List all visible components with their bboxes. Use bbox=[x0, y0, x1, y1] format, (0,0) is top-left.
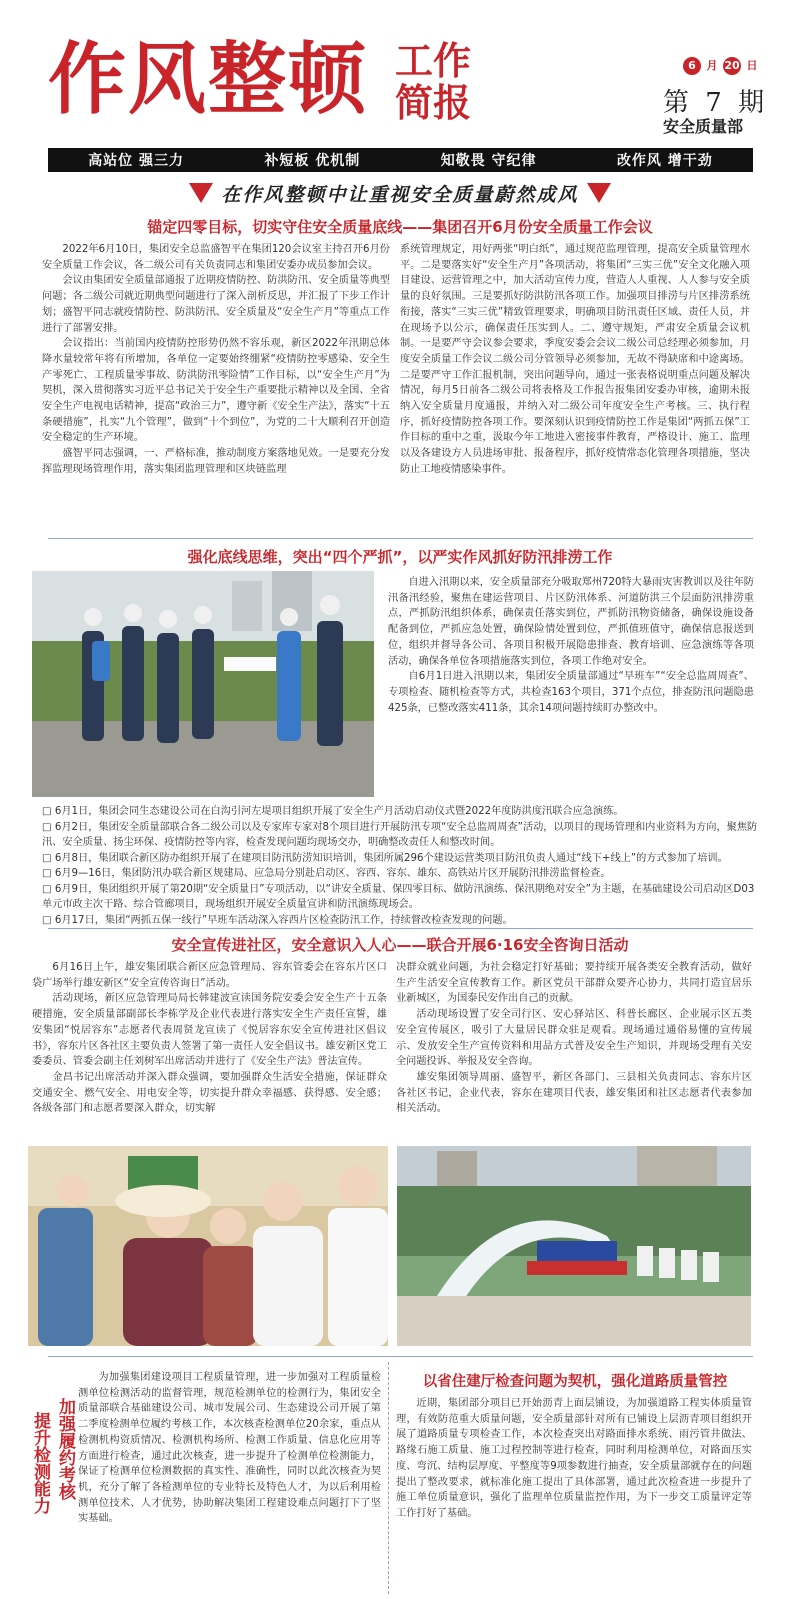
paragraph: 6月16日上午，雄安集团联合新区应急管理局、容东管委会在容东片区口袋广场举行雄安新区“安全宣传咨询日”活动。 bbox=[32, 962, 387, 989]
section4-vertical-title: 加强履约考核 bbox=[55, 1398, 75, 1500]
section3-left-column bbox=[32, 960, 387, 1142]
masthead-title: 作风整顿 bbox=[48, 34, 369, 125]
section5-column bbox=[396, 1396, 752, 1594]
triangle-icon bbox=[189, 183, 213, 203]
divider bbox=[48, 1356, 753, 1357]
paragraph: 2022年6月10日，集团安全总监盛智平在集团120会议室主持召开6月份安全质量工作会议，各二级公司有关负责同志和集团安委办成员参加会议。 bbox=[42, 244, 390, 271]
paragraph: 盛智平同志强调，一、严格标准，推动制度方案落地见效。一是要充分发挥监理现场管理作用，落实集团监理管理和区块链监理 bbox=[42, 448, 390, 475]
department-name: 安全质量部 bbox=[663, 117, 744, 136]
section4-vertical-title: 提升检测能力 bbox=[30, 1412, 50, 1514]
list-item: □ 6月9日，集团组织开展了第20期“安全质量日”专项活动，以“讲安全质量、保四零目标、做防汛演练、保汛期绝对安全”为主题，在基础建设公司启动区D03单元市政主次干路、综合管廊项目，现场组织开展安全质量宣讲和防汛演练现场会。 bbox=[42, 882, 760, 913]
paragraph: 会议由集团安全质量部通报了近期疫情防控、防洪防汛、安全质量等典型问题；各二级公司就近期典型问题进行了深入剖析反思，并汇报了下步工作计划；盛智平同志就疫情防控、防洪防汛、安全质量及“安全生产月”等重点工作进行了部署安排。 bbox=[42, 275, 390, 334]
paragraph: 自6月1日进入汛期以来，集团安全质量部通过“早班车”“安全总监周周查”、专项检查、随机检查等方式，共检查163个项目，371个点位，排查防汛问题隐患425条，已整改落实411条，其余14项问题持续盯办整改中。 bbox=[388, 671, 754, 714]
date-month: 6 bbox=[683, 57, 701, 75]
flood-activity-list bbox=[42, 804, 760, 928]
slogan-item: 改作风 增干劲 bbox=[616, 153, 713, 169]
community-event-photo bbox=[28, 1146, 388, 1346]
list-item: □ 6月8日，集团联合新区防办组织开展了在建项目防汛防涝知识培训，集团所属296个建设运营类项目防汛负责人通过“线下+线上”的方式参加了培训。 bbox=[42, 851, 760, 867]
column-divider bbox=[388, 1362, 389, 1594]
triangle-icon bbox=[587, 183, 611, 203]
divider bbox=[48, 538, 753, 539]
list-item: □ 6月9—16日，集团防汛办联合新区规建局、应急局分别赴启动区、容西、容东、雄东、高铁站片区开展防汛排涝监督检查。 bbox=[42, 866, 760, 882]
section4-column bbox=[78, 1370, 381, 1594]
section2-title: 强化底线思维，突出“四个严抓”，以严实作风抓好防汛排涝工作 bbox=[187, 548, 613, 566]
date-day-unit: 日 bbox=[746, 59, 758, 72]
paragraph: 自进入汛期以来，安全质量部充分吸取郑州720特大暴雨灾害教训以及往年防汛备汛经验，聚焦在建运营项目、片区防汛体系、河道防洪三个层面防汛排涝重点，严抓防汛组织体系，确保责任落实到位，严抓防汛物资储备，确保设施设备配备到位，严抓应急处置，确保险情处置到位，严抓值班值守，确保信息报送到位，组织并督导各公司、各项目积极开展隐患排查、教育培训、应急演练等各项活动，确保各单位各项措施落实到位，各项工作绝对安全。 bbox=[388, 577, 754, 667]
paragraph: 活动现场，新区应急管理局局长韩建波宣读国务院安委会安全生产十五条硬措施，安全质量部副部长李栋学及企业代表进行落实安全生产责任宣誓，雄安集团“悦居容东”志愿者代表周贤龙宣读了《悦居容东安全宣传进社区倡议书》，容东片区各社区主要负责人签署了第一责任人安全倡议书。雄安新区党工委委员、管委会副主任刘树军出席活动并进行了《安全生产法》普法宣传。 bbox=[32, 993, 387, 1068]
slogan-item: 知敬畏 守纪律 bbox=[440, 153, 537, 169]
divider bbox=[48, 928, 753, 929]
section5-title: 以省住建厅检查问题为契机，强化道路质量管控 bbox=[422, 1374, 728, 1390]
slogan-item: 补短板 优机制 bbox=[264, 153, 361, 169]
paragraph: 为加强集团建设项目工程质量管理，进一步加强对工程质量检测单位检测活动的监督管理，规范检测单位的检测行为，集团安全质量部联合基础建设公司、城市发展公司、生态建设公司开展了第二季度检测单位履约考核工作，本次核查检测单位20余家，重点从检测机构资质情况、检测机构场所、检测工作质量、信息化应用等方面进行检查，通过此次核查，进一步提升了检测单位检测能力，保证了检测单位检测数据的真实性、准确性，同时以此次核查为契机，充分了解了各检测单位的专业特长及特色人才，为以后利用检测单位技术、人才优势，协助解决集团工程建设难点问题打下了坚实基础。 bbox=[78, 1372, 381, 1525]
list-item: □ 6月17日，集团“两抓五保一线行”早班车活动深入容西片区检查防汛工作，持续督改检查发现的问题。 bbox=[42, 913, 760, 929]
paragraph: 会议指出：当前国内疫情防控形势仍然不容乐观，新区2022年汛期总体降水量较常年将有所增加，各单位一定要始终绷紧“疫情防控零感染、安全生产零死亡、工程质量零事故、防洪防汛零险情”工作目标，以“安全生产月”为契机，深入贯彻落实习近平总书记关于安全生产重要批示精神以及全国、全省安全生产电视电话精神，提高“政治三力”，遵守新《安全生产法》，落实“十五条硬措施”，扎实“九个管理”，做到“十个到位”，为党的二十大顺利召开创造安全稳定的生产环境。 bbox=[42, 338, 390, 444]
sub-banner-text: 在作风整顿中让重视安全质量蔚然成风 bbox=[221, 183, 579, 206]
slogan-item: 高站位 强三力 bbox=[88, 153, 185, 169]
paragraph: 金昌书记出席活动并深入群众强调，要加强群众生活安全措施，保证群众交通安全、燃气安全、用电安全等，切实提升群众幸福感、获得感、安全感；各级各部门和志愿者要深入群众，切实解 bbox=[32, 1071, 387, 1115]
sub-banner bbox=[180, 178, 620, 208]
section3-title: 安全宣传进社区，安全意识入人心——联合开展6·16安全咨询日活动 bbox=[171, 936, 629, 954]
exhibition-area-photo bbox=[397, 1146, 751, 1346]
slogan-bar bbox=[48, 148, 753, 172]
paragraph: 雄安集团领导周丽、盛智平，新区各部门、三县相关负责同志、容东片区各社区书记，企业代表，容东在建项目代表，雄安集团和社区志愿者代表参加相关活动。 bbox=[396, 1071, 752, 1115]
paragraph: 系统管理规定，用好两张“明白纸”，通过规范监理管理，提高安全质量管理水平。二是要落实好“安全生产月”各项活动，将集团“三实三优”安全文化融入项目建设、运营管理之中，加大活动宣传力度，营造人人重视、人人参与安全质量的良好氛围。三是要抓好防洪防汛各项工作。加强项目排涝与片区排涝系统衔接，落实“三实三优”精致管理要求，明确项目防汛责任区域、责任人员，并在现场予以公示，确保责任压实到人。二、遵守规矩，严肃安全质量会议机制。一是要严守会议参会要求，季度安委会会议二级公司总经理必须参加，月度安全质量工作会议二级公司分管领导必须参加，无故不得缺席和中途离场。二是要严守工作汇报机制，突出问题导向，通过一张表格说明重点问题及解决情况，每月5日前各二级公司将表格及工作报告报集团安委办审核，逾期未报纳入安全质量月度通报，并纳入对二级公司年度安全生产考核。三、执行程序，抓好疫情防控各项工作。要深刻认识到疫情防控工作是集团“两抓五保”工作目标的重中之重，汲取今年工地进入密接事件教育，严格设计、施工、监理以及各建设方人员进场审批、报备程序，抓好疫情常态化管理各项措施，坚决防止工地疫情感染事件。 bbox=[400, 244, 750, 475]
paragraph: 近期，集团部分项目已开始沥青上面层铺设，为加强道路工程实体质量管理，有效防范重大质量问题，安全质量部针对所有已铺设上层沥青项目组织开展了道路质量专项检查工作，本次检查突出对路面排水系统、雨污管井做法、路缘石施工质量、施工过程控制等进行检查，同时利用检测单位，对路面压实度、弯沉、结构层厚度、平整度等9项参数进行抽查，安全质量部就存在的问题提出了整改要求，就标准化施工提出了具体部署，通过此次检查进一步提升了施工单位质量意识，强化了监理单位质量监控作用，为下一步交工质量评定等工作打好了基础。 bbox=[396, 1398, 752, 1519]
masthead-subtitle: 工作简报 bbox=[395, 38, 472, 125]
paragraph: 活动现场设置了安全司行区、安心驿站区、科普长廊区、企业展示区五类安全宣传展区，吸引了大量居民群众驻足观看。现场通过通俗易懂的宣传展示、发放安全生产宣传资料和用品方式普及安全生产知识，并现场受理有关安全问题投诉、举报及安全咨询。 bbox=[396, 1009, 752, 1068]
list-item: □ 6月1日，集团会同生态建设公司在白沟引河左堤项目组织开展了安全生产月活动启动仪式暨2022年度防洪度汛联合应急演练。 bbox=[42, 804, 760, 820]
section3-right-column bbox=[396, 960, 752, 1142]
masthead bbox=[0, 0, 800, 148]
date-day: 20 bbox=[723, 57, 741, 75]
flood-inspection-photo bbox=[32, 571, 374, 797]
section1-right-column bbox=[400, 242, 750, 530]
issue-number: 第 7 期 bbox=[663, 88, 769, 118]
section1-title: 锚定四零目标，切实守住安全质量底线——集团召开6月份安全质量工作会议 bbox=[147, 218, 653, 236]
list-item: □ 6月2日，集团安全质量部联合各二级公司以及专家库专家对8个项目进行开展防汛专项“安全总监周周查”活动，以项目的现场管理和内业资料为方向，聚焦防汛、安全质量、扬尘环保、疫情防控等内容，检查发现问题均现场交办，明确整改责任人和整改时间。 bbox=[42, 820, 760, 851]
paragraph: 决群众就业问题，为社会稳定打好基础；要持续开展各类安全教育活动，做好生产生活安全宣传教育工作。新区党员干部群众要齐心协力，共同打造宜居乐业新城区，为国泰民安作出自己的贡献。 bbox=[396, 962, 752, 1005]
date-month-unit: 月 bbox=[706, 59, 718, 72]
section2-column bbox=[388, 575, 754, 767]
section1-left-column bbox=[42, 242, 390, 530]
issue-date bbox=[683, 57, 761, 75]
